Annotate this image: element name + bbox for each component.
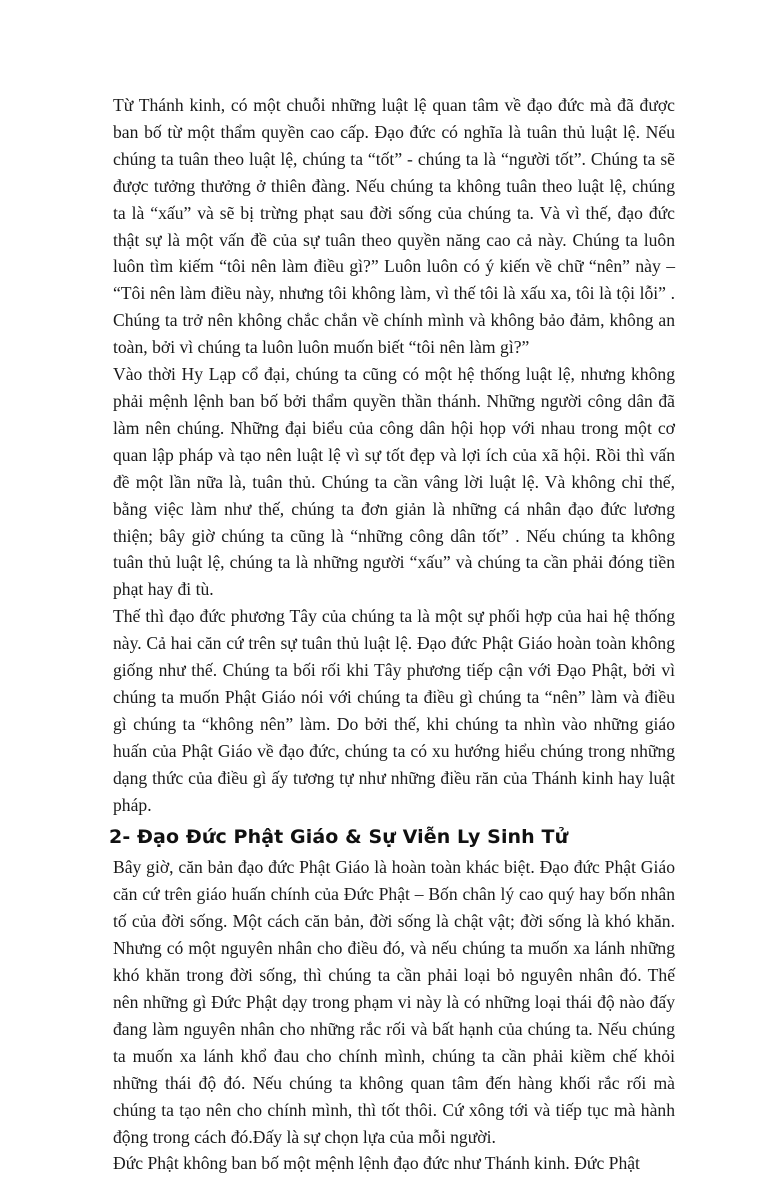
section-heading: 2- Đạo Đức Phật Giáo & Sự Viễn Ly Sinh Tử <box>109 826 569 849</box>
paragraph-western-ethics: Thế thì đạo đức phương Tây của chúng ta là một sự phối hợp của hai hệ thống này. Cả hai căn cứ trên sự tuân thủ luật lệ. Đạo đức Phật Giáo hoàn toàn không giống như thế. Chúng ta bối rối khi Tây phương tiếp cận với Đạo Phật, bởi vì chúng ta muốn Phật Giáo nói với chúng ta điều gì chúng ta “nên” làm và điều gì chúng ta “không nên” làm. Do bởi thế, khi chúng ta nhìn vào những giáo huấn của Phật Giáo về đạo đức, chúng ta có xu hướng hiểu chúng trong những dạng thức của điều gì ấy tương tự như những điều răn của Thánh kinh hay luật pháp. <box>113 606 675 815</box>
paragraph-ancient-greece: Vào thời Hy Lạp cổ đại, chúng ta cũng có một hệ thống luật lệ, nhưng không phải mệnh lệnh ban bố bởi thẩm quyền thần thánh. Những người công dân đã làm nên chúng. Những đại biểu của công dân hội họp với nhau trong một cơ quan lập pháp và tạo nên luật lệ vì sự tốt đẹp và lợi ích của xã hội. Rồi thì vấn đề một lần nữa là, tuân thủ. Chúng ta cần vâng lời luật lệ. Và không chỉ thế, bằng việc làm như thế, chúng ta đơn giản là những cá nhân đạo đức lương thiện; bây giờ chúng ta cũng là “những công dân tốt” . Nếu chúng ta không tuân thủ luật lệ, chúng ta là những người “xấu” và chúng ta cần phải đóng tiền phạt hay đi tù. <box>113 364 675 600</box>
document-page <box>109 92 675 1177</box>
paragraph-bible-ethics: Từ Thánh kinh, có một chuỗi những luật lệ quan tâm về đạo đức mà đã được ban bố từ một thẩm quyền cao cấp. Đạo đức có nghĩa là tuân thủ luật lệ. Nếu chúng ta tuân theo luật lệ, chúng ta “tốt” - chúng ta là “người tốt”. Chúng ta sẽ được tưởng thưởng ở thiên đàng. Nếu chúng ta không tuân theo luật lệ, chúng ta là “xấu” và sẽ bị trừng phạt sau đời sống của chúng ta. Và vì thế, đạo đức thật sự là một vấn đề của sự tuân theo quyền năng cao cả này. Chúng ta luôn luôn tìm kiếm “tôi nên làm điều gì?” Luôn luôn có ý kiến về chữ “nên” này – “Tôi nên làm điều này, nhưng tôi không làm, vì thế tôi là xấu xa, tôi là tội lỗi” . Chúng ta trở nên không chắc chắn về chính mình và không bảo đảm, không an toàn, bởi vì chúng ta luôn luôn muốn biết “tôi nên làm gì?” <box>113 95 675 358</box>
paragraph-buddha-command: Đức Phật không ban bố một mệnh lệnh đạo đức như Thánh kinh. Đức Phật <box>113 1153 640 1174</box>
paragraph-buddhist-ethics: Bây giờ, căn bản đạo đức Phật Giáo là hoàn toàn khác biệt. Đạo đức Phật Giáo căn cứ trên giáo huấn chính của Đức Phật – Bốn chân lý cao quý hay bốn nhân tố của đời sống. Một cách căn bản, đời sống là chật vật; đời sống là khó khăn. Nhưng có một nguyên nhân cho điều đó, và nếu chúng ta muốn xa lánh những khó khăn trong đời sống, thì chúng ta cần phải loại bỏ nguyên nhân đó. Thế nên những gì Đức Phật dạy trong phạm vi này là có những loại thái độ nào đấy đang làm nguyên nhân cho những rắc rối và bất hạnh của chúng ta. Nếu chúng ta muốn xa lánh khổ đau cho chính mình, chúng ta cần phải kiềm chế khỏi những thái độ đó. Nếu chúng ta không quan tâm đến hàng khối rắc rối mà chúng ta tạo nên cho chính mình, thì tốt thôi. Cứ xông tới và tiếp tục mà hành động trong cách đó.Đấy là sự chọn lựa của mỗi người. <box>113 857 675 1147</box>
